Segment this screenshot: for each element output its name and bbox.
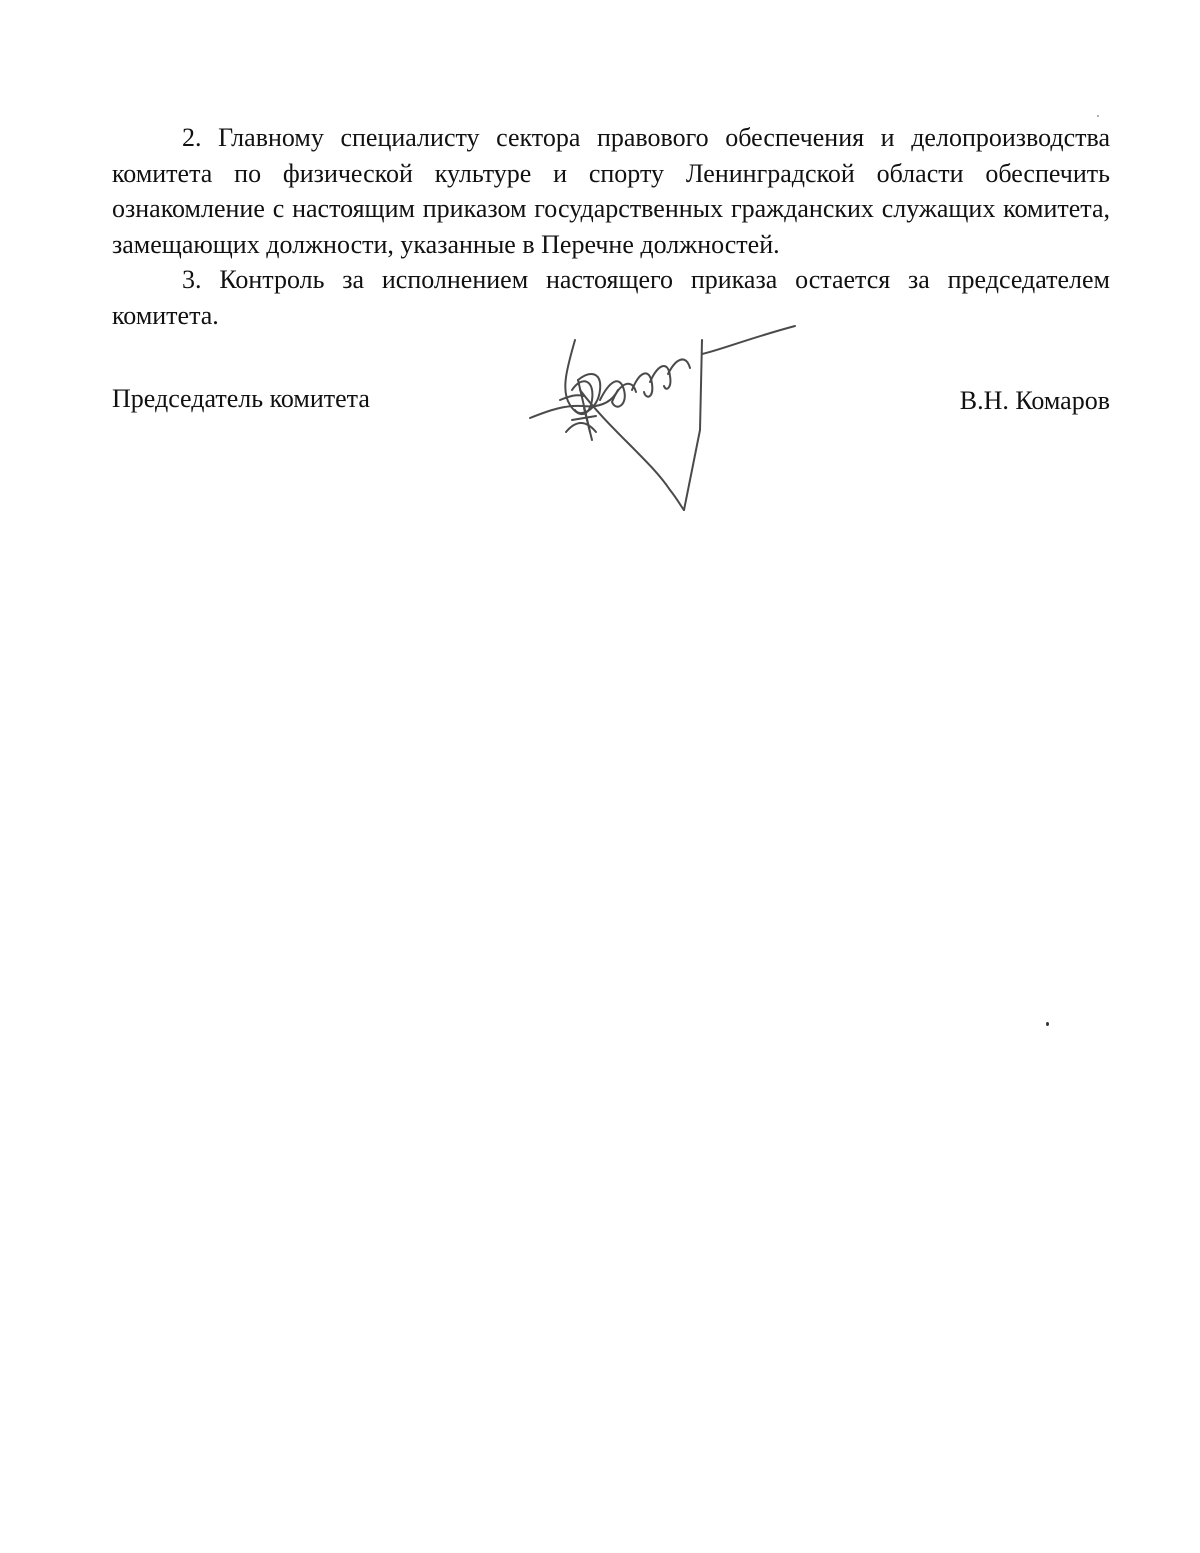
signatory-title: Председатель комитета bbox=[112, 384, 370, 413]
scan-speck bbox=[1046, 1022, 1049, 1026]
signatory-name: В.Н. Комаров bbox=[959, 386, 1110, 415]
paragraph-2: 2. Главному специалисту сектора правового обеспечения и делопроизводства комитета по физической культуре и спорту Ленинградской области обеспечить ознакомление с настоящим приказом государственных гражданских служащих комитета, замещающих должности, указанные в Перечне должностей. bbox=[112, 123, 1110, 259]
paragraph-3: 3. Контроль за исполнением настоящего приказа остается за председателем комитета. bbox=[112, 265, 1110, 330]
document-body bbox=[112, 120, 1110, 333]
scan-speck bbox=[1097, 115, 1099, 117]
handwritten-signature bbox=[520, 320, 810, 520]
